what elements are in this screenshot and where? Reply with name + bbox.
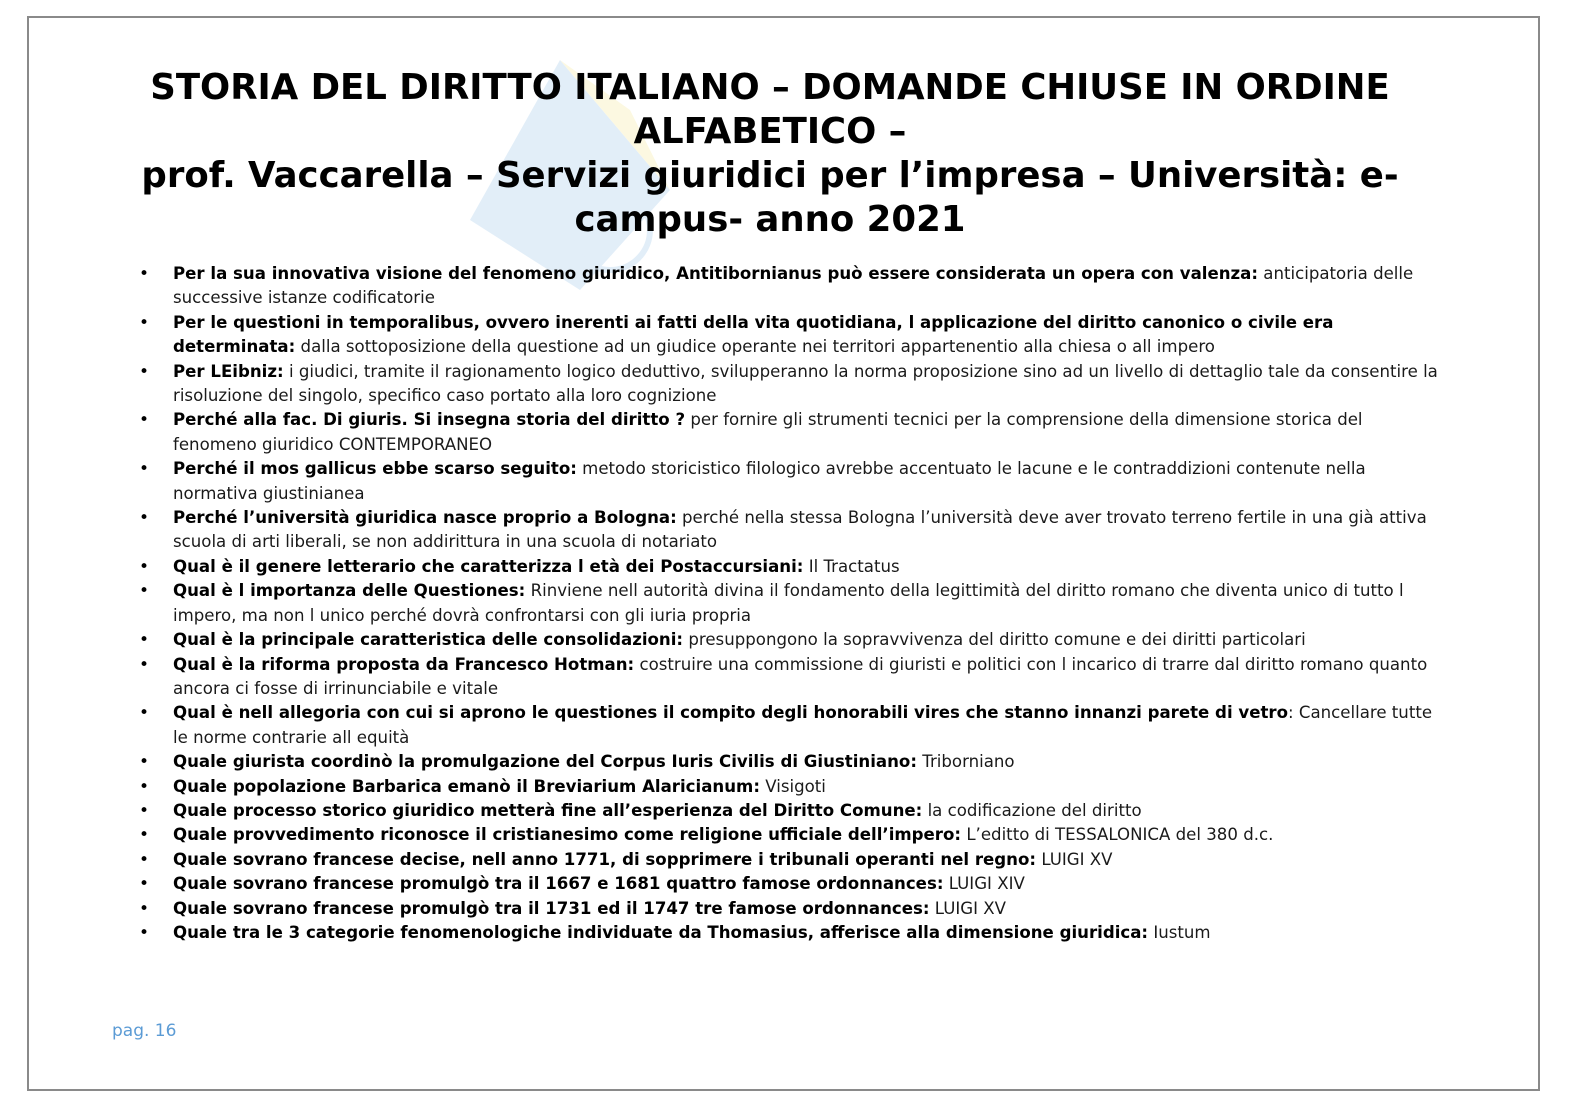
- answer-text: costruire una commissione di giuristi e politici con l incarico di trarre dal diritto romano quanto ancora ci fosse di irrinunciabile e vitale: [173, 654, 1428, 698]
- answer-text: Il Tractatus: [808, 556, 900, 576]
- question-text: Perché il mos gallicus ebbe scarso seguito:: [173, 459, 577, 479]
- question-text: Quale giurista coordinò la promulgazione del Corpus Iuris Civilis di Giustiniano:: [173, 752, 917, 772]
- question-text: Quale sovrano francese promulgò tra il 1731 ed il 1747 tre famose ordonnances:: [173, 898, 930, 918]
- list-item: [173, 701, 1448, 750]
- question-text: Qual è la riforma proposta da Francesco Hotman:: [173, 654, 635, 674]
- question-text: Per le questioni in temporalibus, ovvero inerenti ai fatti della vita quotidiana, l applicazione del diritto canonico o civile era determinata:: [173, 312, 1334, 357]
- answer-text: Rinviene nell autorità divina il fondamento della legittimità del diritto romano che diventa unico di tutto l impero, ma non l unico perché dovrà confrontarsi con gli iuria propria: [173, 581, 1404, 625]
- question-text: Perché l’università giuridica nasce proprio a Bologna:: [173, 508, 677, 528]
- list-item: [173, 555, 1448, 579]
- list-item: [173, 872, 1448, 896]
- title-line-1: STORIA DEL DIRITTO ITALIANO – DOMANDE CHIUSE IN ORDINE: [150, 67, 1390, 108]
- title-line-3: prof. Vaccarella – Servizi giuridici per l’impresa – Università: e-: [141, 155, 1399, 196]
- answer-text: L’editto di TESSALONICA del 380 d.c.: [966, 825, 1274, 845]
- list-item: [173, 848, 1448, 872]
- list-item: [173, 750, 1448, 774]
- list-item: [173, 262, 1448, 311]
- answer-text: metodo storicistico filologico avrebbe accentuato le lacune e le contraddizioni contenute nella normativa giustinianea: [173, 459, 1366, 503]
- list-item: [173, 408, 1448, 457]
- list-item: [173, 311, 1448, 360]
- list-item: [173, 653, 1448, 702]
- question-text: Qual è l importanza delle Questiones:: [173, 581, 526, 601]
- list-item: [173, 775, 1448, 799]
- question-text: Quale sovrano francese promulgò tra il 1667 e 1681 quattro famose ordonnances:: [173, 874, 944, 894]
- question-text: Quale processo storico giuridico metterà fine all’esperienza del Diritto Comune:: [173, 800, 923, 820]
- question-text: Quale sovrano francese decise, nell anno 1771, di sopprimere i tribunali operanti nel regno:: [173, 849, 1037, 869]
- answer-text: LUIGI XV: [934, 898, 1007, 918]
- page-number: pag. 16: [112, 1021, 177, 1041]
- answer-text: presuppongono la sopravvivenza del diritto comune e dei diritti particolari: [688, 630, 1306, 650]
- answer-text: anticipatoria delle successive istanze codificatorie: [173, 264, 1414, 308]
- list-item: [173, 579, 1448, 628]
- list-item: [173, 897, 1448, 921]
- list-item: [173, 921, 1448, 945]
- question-text: Perché alla fac. Di giuris. Si insegna storia del diritto ?: [173, 410, 686, 430]
- question-text: Qual è la principale caratteristica delle consolidazioni:: [173, 630, 684, 650]
- answer-text: LUIGI XIV: [948, 874, 1025, 894]
- question-text: Quale tra le 3 categorie fenomenologiche individuate da Thomasius, afferisce alla dimensione giuridica:: [173, 922, 1149, 942]
- list-item: [173, 360, 1448, 409]
- question-text: Qual è nell allegoria con cui si aprono le questiones il compito degli honorabili vires che stanno innanzi parete di vetro: [173, 703, 1288, 723]
- question-text: Quale popolazione Barbarica emanò il Breviarium Alaricianum:: [173, 776, 760, 796]
- answer-text: perché nella stessa Bologna l’università deve aver trovato terreno fertile in una già attiva scuola di arti liberali, se non addirittura in una scuola di notariato: [173, 508, 1427, 552]
- question-text: Per la sua innovativa visione del fenomeno giuridico, Antitibornianus può essere considerata un opera con valenza:: [173, 264, 1259, 283]
- list-item: [173, 823, 1448, 847]
- list-item: [173, 506, 1448, 555]
- question-list: [173, 262, 1448, 945]
- document-title: [100, 66, 1440, 242]
- answer-text: i giudici, tramite il ragionamento logico deduttivo, svilupperanno la norma proposizione sino ad un livello di dettaglio tale da consentire la risoluzione del singolo, specifico caso portato alla loro cognizione: [173, 361, 1438, 406]
- question-text: Per LEibniz:: [173, 361, 284, 381]
- list-item: [173, 457, 1448, 506]
- question-text: Qual è il genere letterario che caratterizza l età dei Postaccursiani:: [173, 556, 804, 576]
- list-item: [173, 628, 1448, 652]
- answer-text: la codificazione del diritto: [927, 800, 1142, 820]
- title-line-4: campus- anno 2021: [574, 199, 966, 240]
- list-item: [173, 799, 1448, 823]
- title-line-2: ALFABETICO –: [633, 111, 907, 152]
- answer-text: : Cancellare tutte le norme contrarie all equità: [173, 703, 1433, 747]
- question-text: Quale provvedimento riconosce il cristianesimo come religione ufficiale dell’impero:: [173, 825, 962, 845]
- answer-text: dalla sottoposizione della questione ad un giudice operante nei territori appartenentio alla chiesa o all impero: [300, 337, 1215, 357]
- answer-text: Visigoti: [765, 776, 826, 796]
- answer-text: per fornire gli strumenti tecnici per la comprensione della dimensione storica del fenomeno giuridico CONTEMPORANEO: [173, 410, 1363, 454]
- answer-text: LUIGI XV: [1041, 849, 1113, 869]
- answer-text: Triborniano: [922, 752, 1015, 772]
- answer-text: Iustum: [1153, 922, 1211, 942]
